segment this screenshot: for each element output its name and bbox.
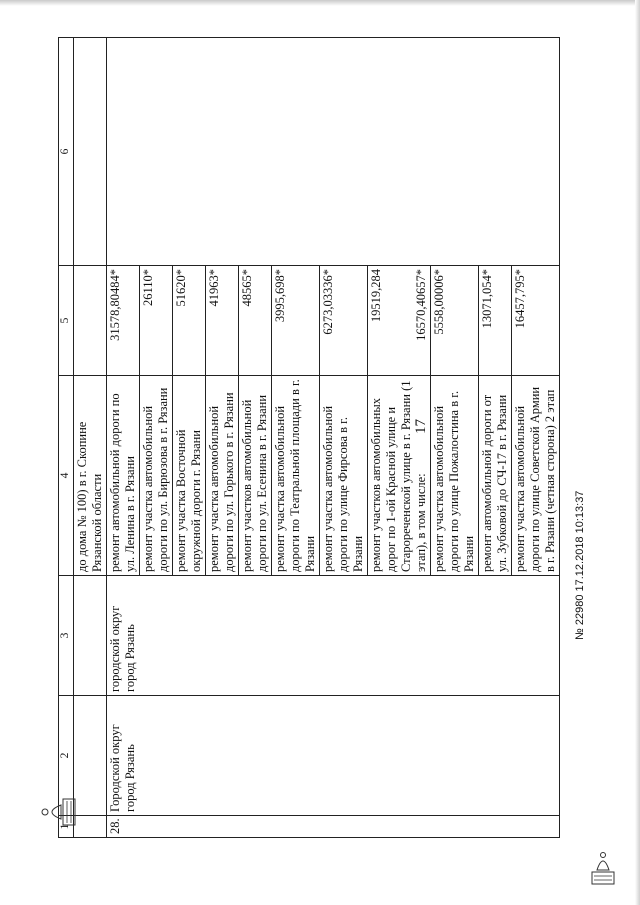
municipality-name: Городской округ город Рязань <box>106 696 559 816</box>
amount-value: 31578,80484* <box>106 266 139 376</box>
work-description: ремонт участка автомобильной дороги по улице Фирсова в г. Рязани <box>319 376 367 576</box>
work-description: ремонт участков автомобильных дорог по 1-ой Красной улице и Старореченской улице в г. Рязани (1 этап), в том числе: <box>367 376 430 576</box>
work-description: ремонт участка автомобильной дороги по ул. Бирюзова в г. Рязани <box>139 376 172 576</box>
recipient-cell <box>73 576 106 696</box>
amount-cell <box>73 266 106 376</box>
continuation-text: до дома № 100) в г. Скопине Рязанской области <box>73 376 106 576</box>
amount-split-wrapper <box>369 269 429 372</box>
amount-value: 13071,054* <box>478 266 511 376</box>
header-col-1: 1 <box>59 816 74 838</box>
work-description: ремонт участка автомобильной дороги по улице Советской Армии в г. Рязани (четная сторона) 2 этап <box>511 376 559 576</box>
municipality-cell <box>73 696 106 816</box>
scan-edge-top <box>0 0 640 6</box>
page-number: 17 <box>413 419 429 434</box>
work-description: ремонт участка автомобильной дороги по ул. Горького в г. Рязани <box>205 376 238 576</box>
table-header-row <box>59 38 74 838</box>
work-description: ремонт участка автомобильной дороги по Театральной площади в г. Рязани <box>271 376 319 576</box>
work-description: ремонт участка автомобильной дороги по улице Пожалостина в г. Рязани <box>430 376 478 576</box>
registration-stamp: № 22980 17.12.2018 10:13:37 <box>574 490 586 640</box>
header-col-5: 5 <box>59 266 74 376</box>
header-col-2: 2 <box>59 696 74 816</box>
amount-total: 19519,284 <box>368 269 383 323</box>
header-col-4: 4 <box>59 376 74 576</box>
work-description: ремонт автомобильной дороги по ул. Ленина в г. Рязани <box>106 376 139 576</box>
amount-value: 26110* <box>139 266 172 376</box>
work-description: ремонт автомобильной дороги от ул. Зубковой до СЧ-17 в г. Рязани <box>478 376 511 576</box>
amount-value: 5558,00006* <box>430 266 478 376</box>
notes-cell <box>73 38 106 266</box>
header-col-6: 6 <box>59 38 74 266</box>
amount-value: 16457,795* <box>511 266 559 376</box>
work-description: ремонт участков автомобильной дороги по ул. Есенина в г. Рязани <box>238 376 271 576</box>
table-row <box>106 38 139 838</box>
amount-value: 3995,698* <box>271 266 319 376</box>
amount-value: 41963* <box>205 266 238 376</box>
header-col-3: 3 <box>59 576 74 696</box>
document-table-area <box>58 38 558 838</box>
recipient-name: городской округ город Рязань <box>106 576 559 696</box>
amount-value: 6273,03336* <box>319 266 367 376</box>
work-description: ремонт участка Восточной окружной дороги г. Рязани <box>172 376 205 576</box>
amount-partial: 16570,40657* <box>413 269 428 341</box>
amount-value-split <box>367 266 430 376</box>
row-index-cell <box>73 816 106 838</box>
notes-cell <box>106 38 559 266</box>
amount-value: 48565* <box>238 266 271 376</box>
table-row <box>73 38 106 838</box>
amount-value: 51620* <box>172 266 205 376</box>
registry-emblem-icon <box>33 797 77 827</box>
row-index: 28. <box>106 816 559 838</box>
document-table <box>58 37 560 838</box>
scan-edge-right <box>635 0 640 905</box>
registry-emblem-icon <box>590 846 616 886</box>
